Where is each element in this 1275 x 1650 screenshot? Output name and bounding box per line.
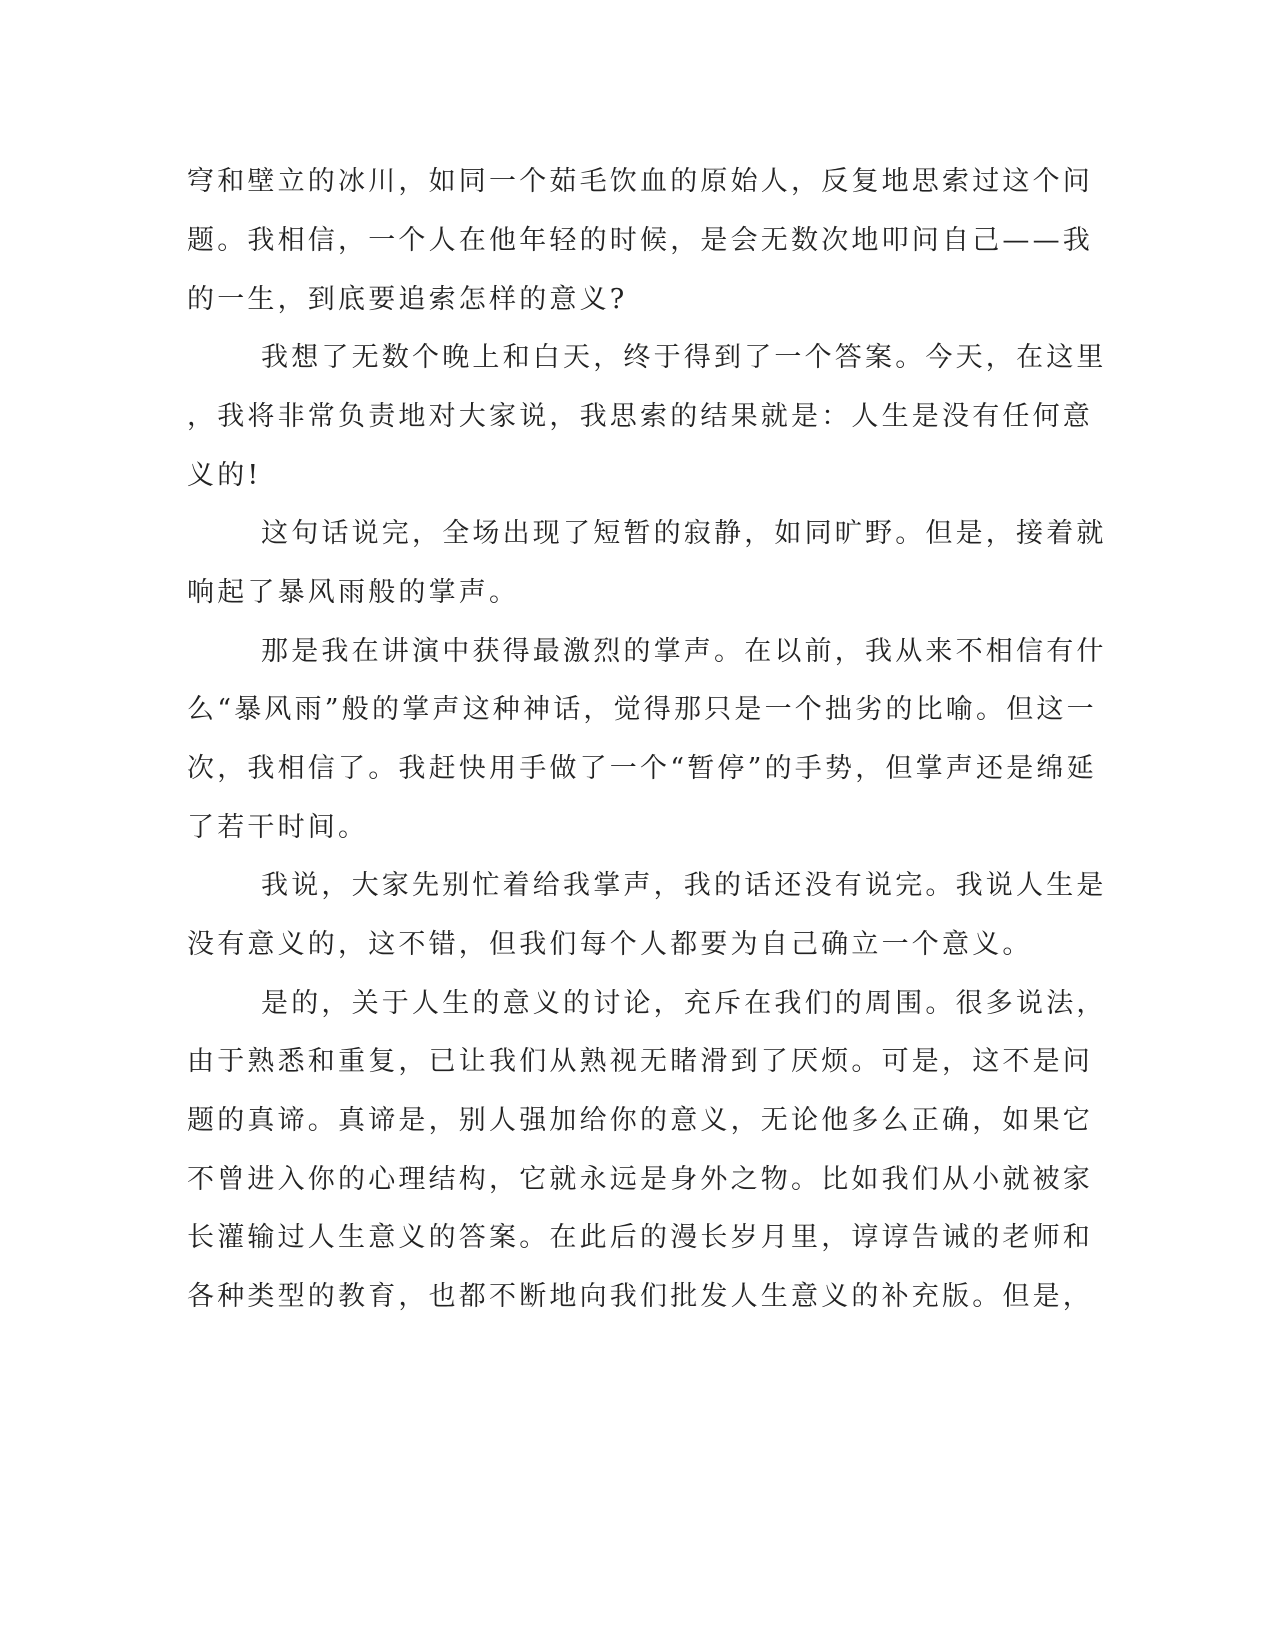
text-line: 了若干时间。 (187, 812, 369, 843)
text-line: 没有意义的，这不错，但我们每个人都要为自己确立一个意义。 (187, 929, 1033, 960)
text-line: 穹和壁立的冰川，如同一个茹毛饮血的原始人，反复地思索过这个问 (187, 166, 1093, 197)
text-line: 长灌输过人生意义的答案。在此后的漫长岁月里，谆谆告诫的老师和 (187, 1222, 1093, 1253)
text-line: 题的真谛。真谛是，别人强加给你的意义，无论他多么正确，如果它 (187, 1105, 1093, 1136)
paragraph-first-line: 我想了无数个晚上和白天，终于得到了一个答案。今天，在这里 (261, 342, 1107, 373)
paragraph-first-line: 是的，关于人生的意义的讨论，充斥在我们的周围。很多说法， (261, 988, 1107, 1019)
paragraph-first-line: 那是我在讲演中获得最激烈的掌声。在以前，我从来不相信有什 (261, 636, 1107, 667)
text-line: 么“暴风雨”般的掌声这种神话，觉得那只是一个拙劣的比喻。但这一 (187, 694, 1097, 725)
paragraph-first-line: 我说，大家先别忙着给我掌声，我的话还没有说完。我说人生是 (261, 870, 1107, 901)
text-line: 由于熟悉和重复，已让我们从熟视无睹滑到了厌烦。可是，这不是问 (187, 1046, 1093, 1077)
text-line: 题。我相信，一个人在他年轻的时候，是会无数次地叩问自己——我 (187, 225, 1093, 256)
paragraph-first-line: 这句话说完，全场出现了短暂的寂静，如同旷野。但是，接着就 (261, 518, 1107, 549)
text-line: 各种类型的教育，也都不断地向我们批发人生意义的补充版。但是， (187, 1281, 1093, 1312)
text-line: 义的! (187, 460, 262, 491)
text-line: 次，我相信了。我赶快用手做了一个“暂停”的手势，但掌声还是绵延 (187, 753, 1097, 784)
text-line: 不曾进入你的心理结构，它就永远是身外之物。比如我们从小就被家 (187, 1164, 1093, 1195)
text-line: ，我将非常负责地对大家说，我思索的结果就是：人生是没有任何意 (187, 401, 1093, 432)
text-line: 的一生，到底要追索怎样的意义? (187, 284, 628, 315)
text-line: 响起了暴风雨般的掌声。 (187, 577, 520, 608)
